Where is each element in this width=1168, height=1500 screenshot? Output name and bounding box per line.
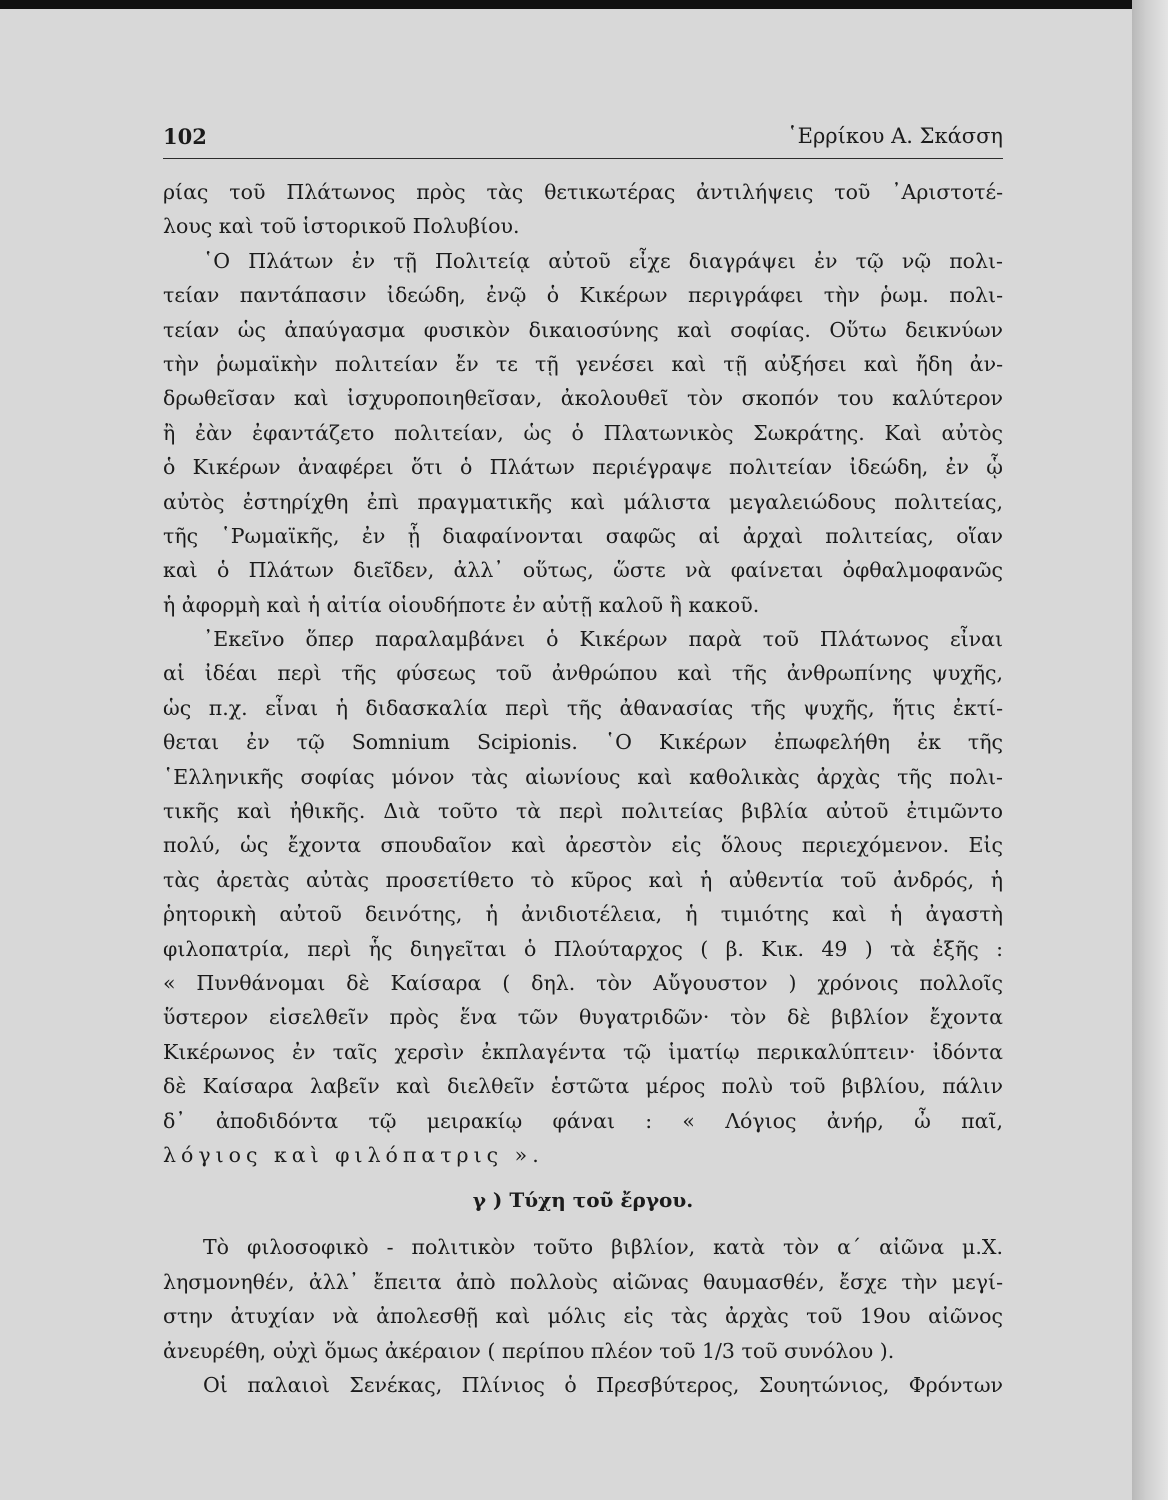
- text-line: τικῆς καὶ ἠθικῆς. Διὰ τοῦτο τὰ περὶ πολιτείας βιβλία αὐτοῦ ἐτιμῶντο: [163, 799, 1003, 824]
- text-line: θεται ἐν τῷ Somnium Scipionis. ῾Ο Κικέρων ἐπωφελήθη ἐκ τῆς: [163, 730, 1003, 755]
- text-line: τὰς ἀρετὰς αὐτὰς προσετίθετο τὸ κῦρος καὶ ἡ αὐθεντία τοῦ ἀνδρός, ἡ: [163, 867, 1003, 892]
- text-line: Τὸ φιλοσοφικὸ - πολιτικὸν τοῦτο βιβλίον, κατὰ τὸν α΄ αἰῶνα μ.Χ.: [203, 1235, 1003, 1260]
- text-line: αὐτὸς ἐστηρίχθη ἐπὶ πραγματικῆς καὶ μάλιστα μεγαλειώδους πολιτείας,: [163, 489, 1003, 514]
- text-line: ὡς π.χ. εἶναι ἡ διδασκαλία περὶ τῆς ἀθανασίας τῆς ψυχῆς, ἥτις ἐκτί-: [163, 695, 1003, 720]
- text-line: ἢ ἐὰν ἐφαντάζετο πολιτείαν, ὡς ὁ Πλατωνικὸς Σωκράτης. Καὶ αὐτὸς: [163, 420, 1003, 445]
- paragraph-cicero-ideas: [163, 622, 1003, 1172]
- section-heading: γ ) Τύχη τοῦ ἔργου.: [472, 1188, 694, 1213]
- text-line: τείαν ὡς ἀπαύγασμα φυσικὸν δικαιοσύνης καὶ σοφίας. Οὕτω δεικνύων: [163, 317, 1003, 342]
- text-line: ὕστερον εἰσελθεῖν πρὸς ἕνα τῶν θυγατριδῶν· τὸν δὲ βιβλίον ἔχοντα: [163, 1005, 1003, 1030]
- text-line: ὁ Κικέρων ἀναφέρει ὅτι ὁ Πλάτων περιέγραψε πολιτείαν ἰδεώδη, ἐν ᾧ: [163, 455, 1003, 480]
- scan-border-top: [0, 0, 1132, 9]
- text-line: στην ἀτυχίαν νὰ ἀπολεσθῇ καὶ μόλις εἰς τὰς ἀρχὰς τοῦ 19ου αἰῶνος: [163, 1304, 1003, 1329]
- text-line: λους καὶ τοῦ ἱστορικοῦ Πολυβίου.: [163, 214, 520, 239]
- text-line: ᾿Εκεῖνο ὅπερ παραλαμβάνει ὁ Κικέρων παρὰ τοῦ Πλάτωνος εἶναι: [203, 627, 1003, 652]
- text-line: τῆς ῾Ρωμαϊκῆς, ἐν ᾗ διαφαίνονται σαφῶς αἱ ἀρχαὶ πολιτείας, οἵαν: [163, 523, 1003, 548]
- text-line: φιλοπατρία, περὶ ἧς διηγεῖται ὁ Πλούταρχος ( β. Κικ. 49 ) τὰ ἑξῆς :: [163, 936, 1003, 961]
- text-line: ρίας τοῦ Πλάτωνος πρὸς τὰς θετικωτέρας ἀντιλήψεις τοῦ ᾿Αριστοτέ-: [163, 180, 1003, 204]
- text-line: Οἱ παλαιοὶ Σενέκας, Πλίνιος ὁ Πρεσβύτερος, Σουητώνιος, Φρόντων: [203, 1372, 1003, 1397]
- text-line: ῾Ο Πλάτων ἐν τῇ Πολιτείᾳ αὐτοῦ εἶχε διαγράψει ἐν τῷ νῷ πολι-: [203, 248, 1003, 273]
- paragraph-plato-republic: [163, 244, 1003, 622]
- text-line: δρωθεῖσαν καὶ ἰσχυροποιηθεῖσαν, ἀκολουθεῖ τὸν σκοπόν του καλύτερον: [163, 386, 1003, 411]
- text-line: καὶ ὁ Πλάτων διεῖδεν, ἀλλ᾿ οὕτως, ὥστε νὰ φαίνεται ὀφθαλμοφανῶς: [163, 558, 1003, 583]
- text-line: δὲ Καίσαρα λαβεῖν καὶ διελθεῖν ἑστῶτα μέρος πολὺ τοῦ βιβλίου, πάλιν: [163, 1074, 1003, 1099]
- text-line: Κικέρωνος ἐν ταῖς χερσὶν ἐκπλαγέντα τῷ ἱματίῳ περικαλύπτειν· ἰδόντα: [163, 1039, 1003, 1064]
- text-line: δ᾿ ἀποδιδόντα τῷ μειρακίῳ φάναι : « Λόγιος ἀνήρ, ὦ παῖ,: [163, 1108, 1003, 1133]
- text-line: ῥητορικὴ αὐτοῦ δεινότης, ἡ ἀνιδιοτέλεια, ἡ τιμιότης καὶ ἡ ἀγαστὴ: [163, 902, 1003, 927]
- paragraph-fate-of-work: [163, 1230, 1003, 1368]
- text-line: ἡ ἀφορμὴ καὶ ἡ αἰτία οἱουδήποτε ἐν αὐτῇ καλοῦ ἢ κακοῦ.: [163, 592, 760, 617]
- scan-border-right: [1132, 0, 1168, 1500]
- text-line: λησμονηθέν, ἀλλ᾿ ἔπειτα ἀπὸ πολλοὺς αἰῶνας θαυμασθέν, ἔσχε τὴν μεγί-: [163, 1269, 1003, 1294]
- text-line: τείαν παντάπασιν ἰδεώδη, ἐνῷ ὁ Κικέρων περιγράφει τὴν ῥωμ. πολι-: [163, 283, 1003, 308]
- text-line: « Πυνθάνομαι δὲ Καίσαρα ( δηλ. τὸν Αὔγουστον ) χρόνοις πολλοῖς: [163, 970, 1003, 995]
- body-text: [163, 175, 1003, 1402]
- running-head: ῾Ερρίκου Α. Σκάσση: [787, 124, 1003, 148]
- text-line: ἀνευρέθη, οὐχὶ ὅμως ἀκέραιον ( περίπου πλέον τοῦ 1/3 τοῦ συνόλου ).: [163, 1338, 895, 1363]
- text-line: πολύ, ὡς ἔχοντα σπουδαῖον καὶ ἀρεστὸν εἰς ὅλους περιεχόμενον. Εἰς: [163, 833, 1003, 858]
- paragraph-continuation: [163, 175, 1003, 244]
- text-line: τὴν ῥωμαϊκὴν πολιτείαν ἔν τε τῇ γενέσει καὶ τῇ αὐξήσει καὶ ἤδη ἀν-: [163, 351, 1003, 376]
- text-line: ῾Ελληνικῆς σοφίας μόνον τὰς αἰωνίους καὶ καθολικὰς ἀρχὰς τῆς πολι-: [163, 764, 1003, 789]
- header-rule: [163, 158, 1003, 159]
- page-header: [163, 118, 1003, 158]
- text-line: αἱ ἰδέαι περὶ τῆς φύσεως τοῦ ἀνθρώπου καὶ τῆς ἀνθρωπίνης ψυχῆς,: [163, 661, 1003, 686]
- paragraph-ancient-authors: [163, 1368, 1003, 1402]
- page-number: 102: [163, 124, 207, 149]
- spaced-quote-line: λόγιος καὶ φιλόπατρις ».: [163, 1142, 544, 1167]
